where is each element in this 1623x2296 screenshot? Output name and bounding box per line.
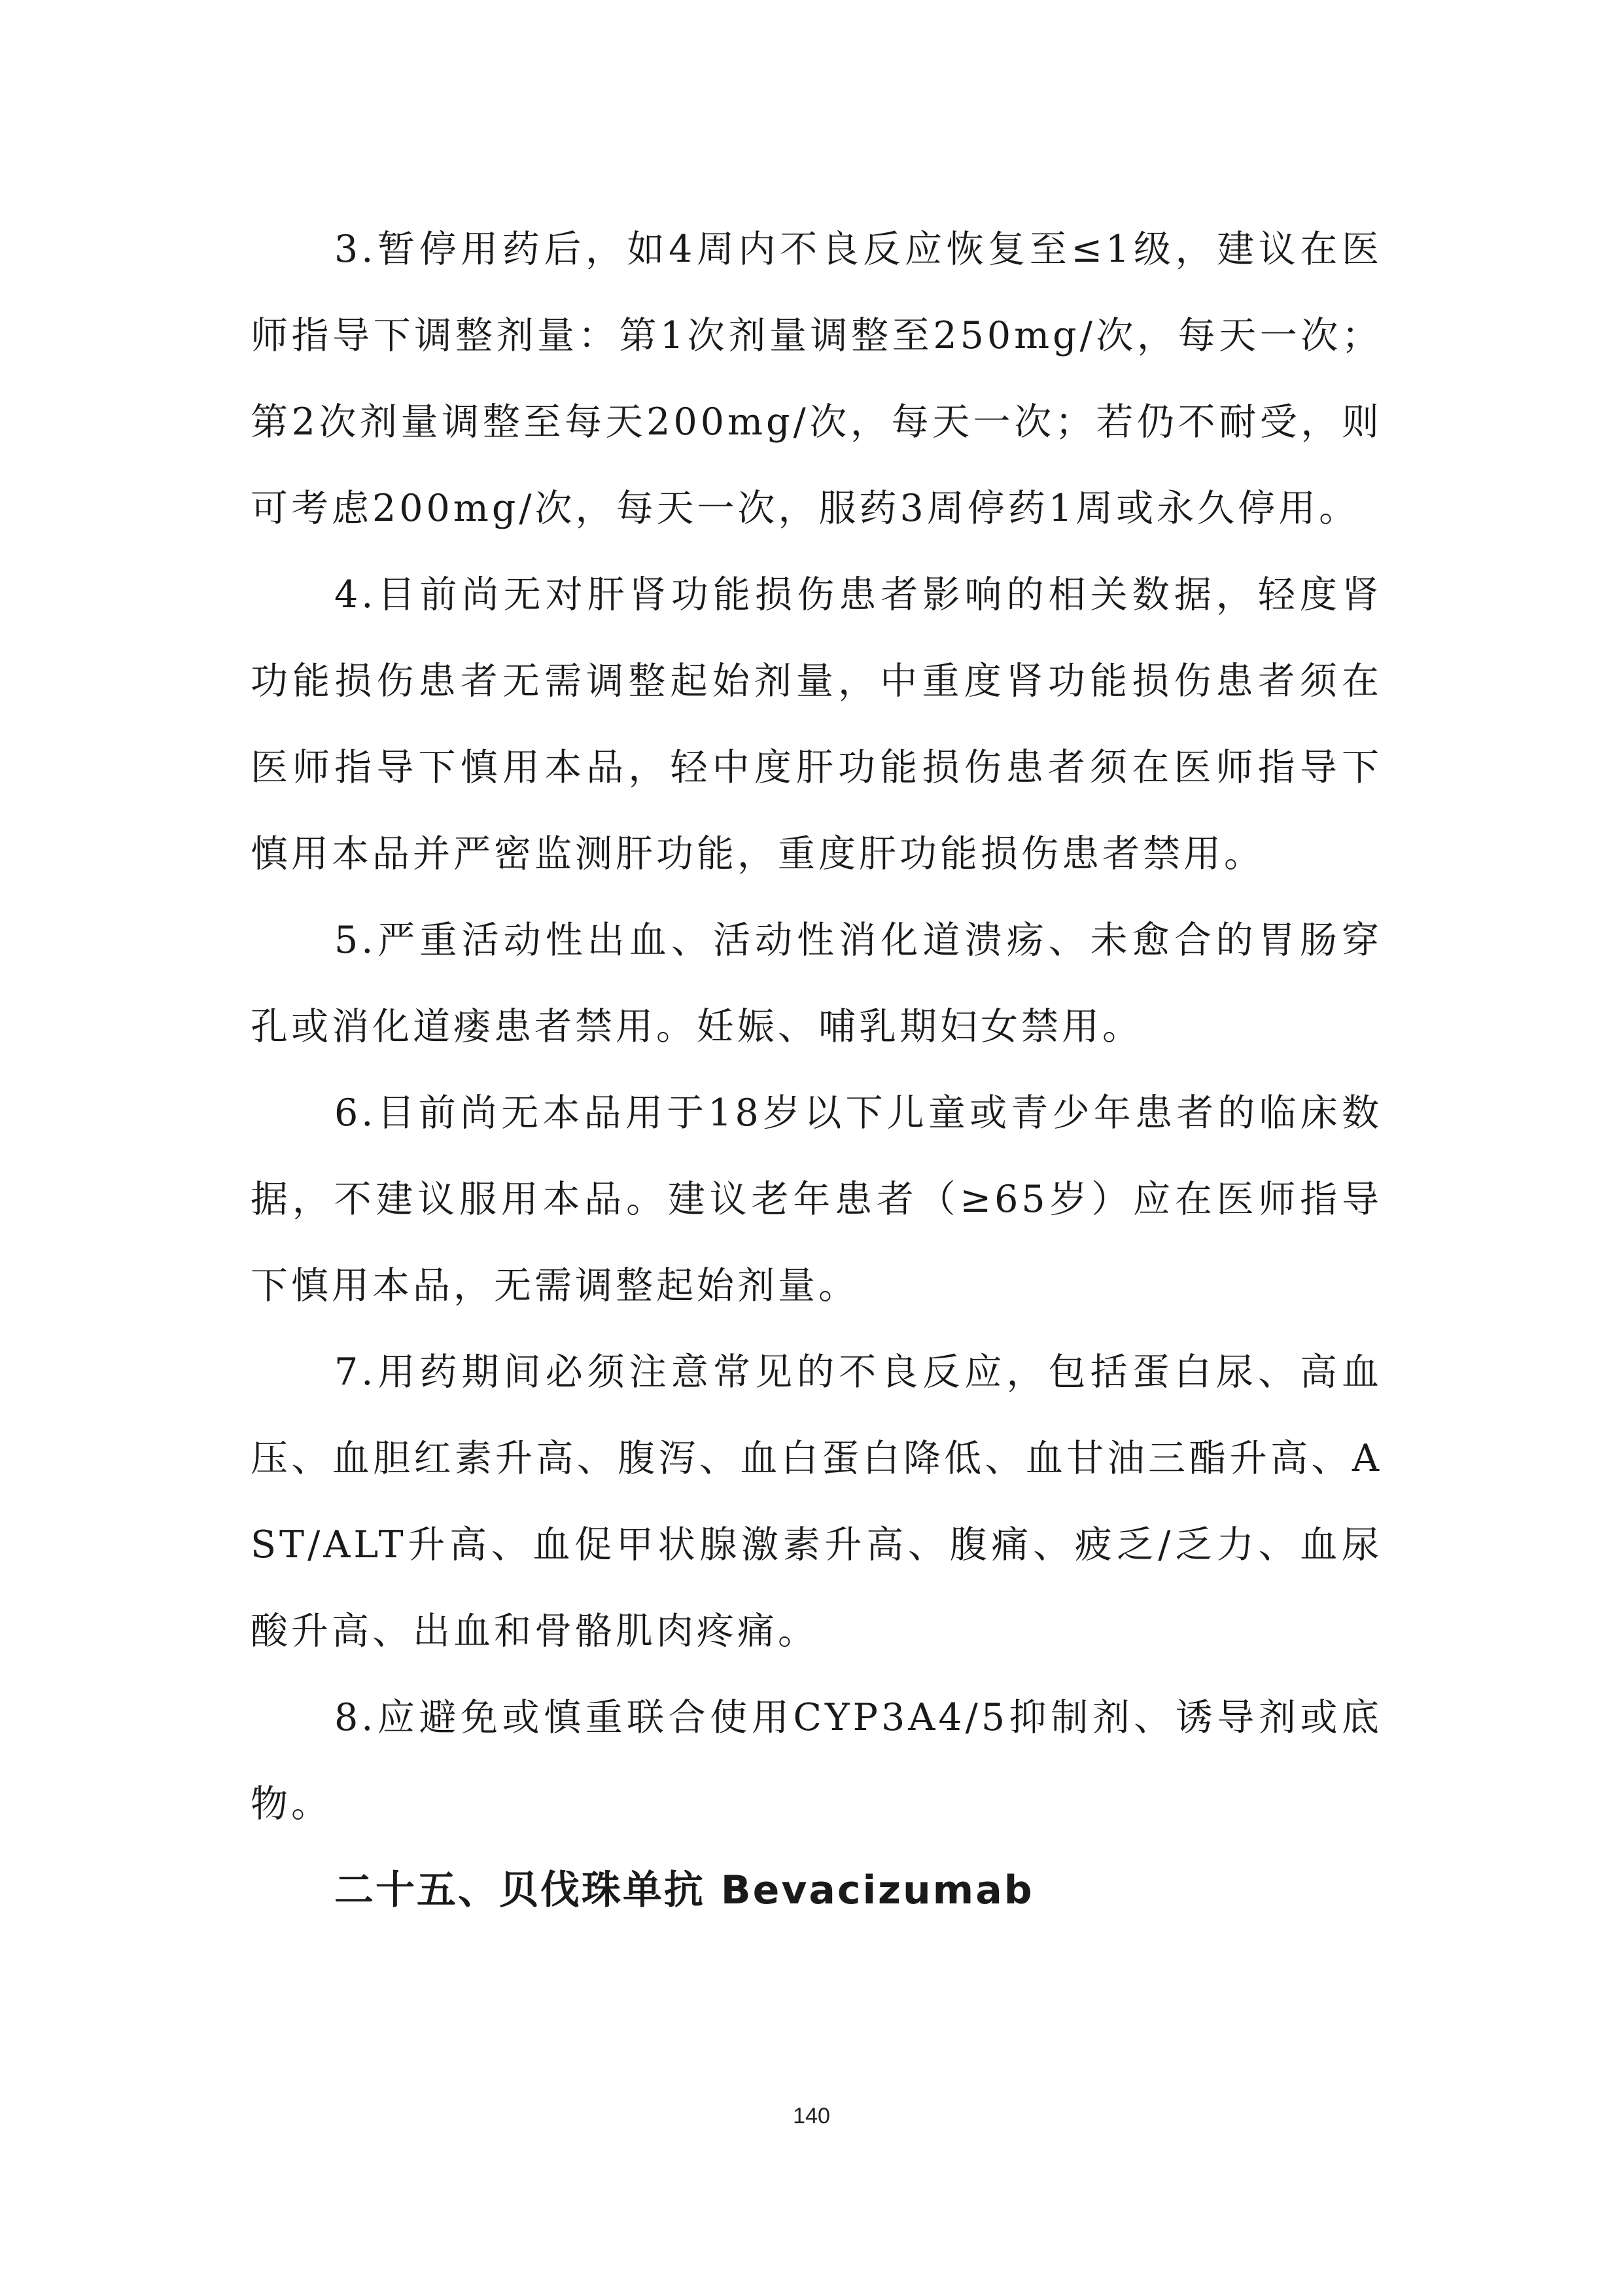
page-number: 140 (793, 2104, 830, 2128)
paragraph-pediatric-elderly: 6.目前尚无本品用于18岁以下儿童或青少年患者的临床数据，不建议服用本品。建议老年患者（≥65岁）应在医师指导下慎用本品，无需调整起始剂量。 (251, 1091, 1382, 1307)
section-heading-bevacizumab: 二十五、贝伐珠单抗 Bevacizumab (334, 1867, 1034, 1913)
paragraph-hepatic-renal-impairment: 4.目前尚无对肝肾功能损伤患者影响的相关数据，轻度肾功能损伤患者无需调整起始剂量，中重度肾功能损伤患者须在医师指导下慎用本品，轻中度肝功能损伤患者须在医师指导下慎用本品并严密监测肝功能，重度肝功能损伤患者禁用。 (251, 573, 1382, 875)
paragraph-adverse-reactions: 7.用药期间必须注意常见的不良反应，包括蛋白尿、高血压、血胆红素升高、腹泻、血白蛋白降低、血甘油三酯升高、AST/ALT升高、血促甲状腺激素升高、腹痛、疲乏/乏力、血尿酸升高、出血和骨骼肌肉疼痛。 (251, 1351, 1382, 1653)
document-body (251, 206, 1382, 1934)
paragraph-contraindications: 5.严重活动性出血、活动性消化道溃疡、未愈合的胃肠穿孔或消化道瘘患者禁用。妊娠、哺乳期妇女禁用。 (251, 919, 1382, 1048)
paragraph-drug-interactions: 8.应避免或慎重联合使用CYP3A4/5抑制剂、诱导剂或底物。 (251, 1696, 1382, 1826)
paragraph-dose-adjustment: 3.暂停用药后，如4周内不良反应恢复至≤1级，建议在医师指导下调整剂量：第1次剂量调整至250mg/次，每天一次；第2次剂量调整至每天200mg/次，每天一次；若仍不耐受，则可考虑200mg/次，每天一次，服药3周停药1周或永久停用。 (251, 228, 1382, 530)
